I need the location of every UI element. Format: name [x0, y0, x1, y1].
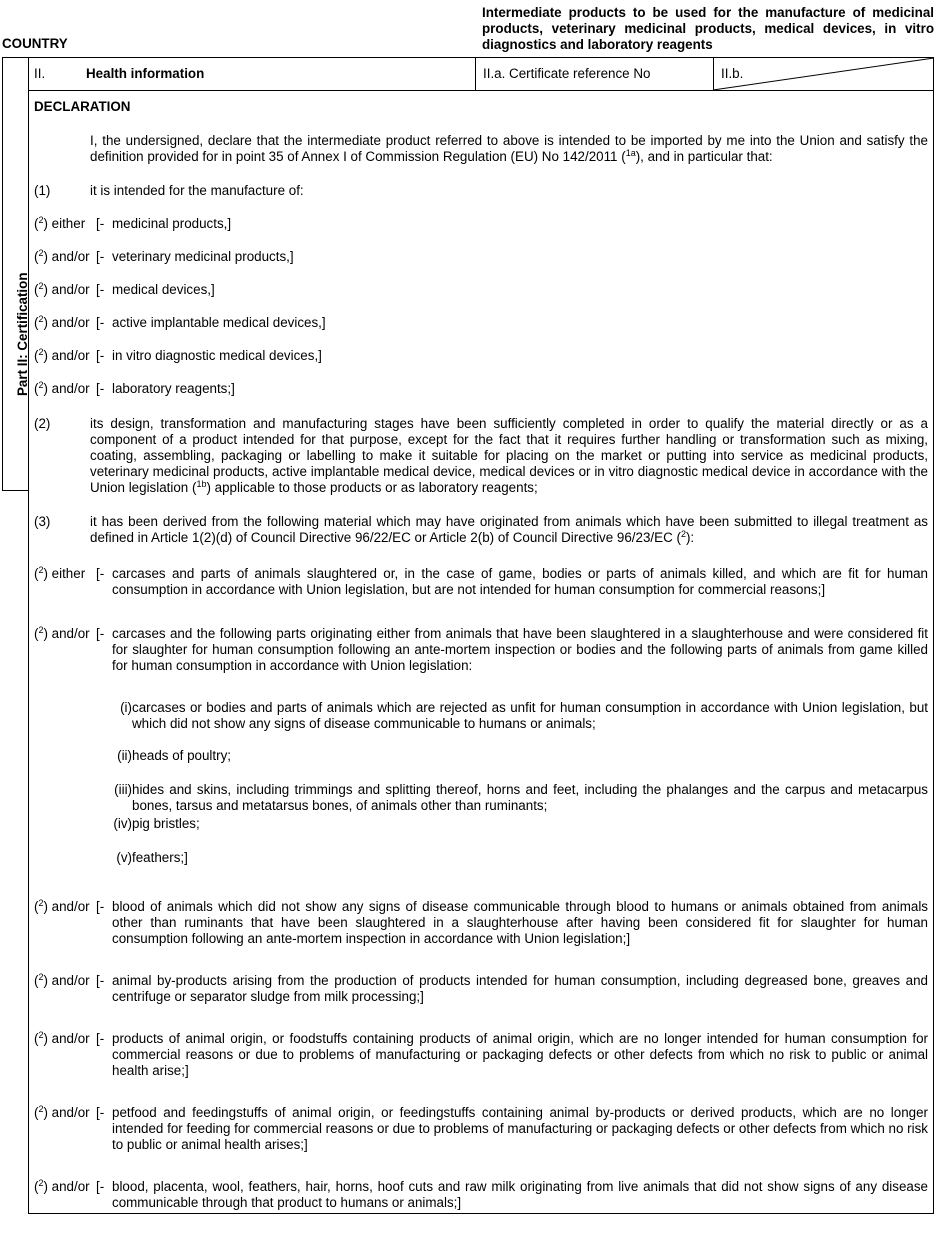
- section-title: Health information: [86, 66, 205, 81]
- option-text: veterinary medicinal products,]: [112, 249, 294, 264]
- declaration-intro: [90, 133, 928, 165]
- option-prefix: ($^2$) and/or: [34, 1178, 90, 1194]
- sub-item-number: (ii): [117, 748, 132, 763]
- sub-item-text: pig bristles;: [132, 816, 200, 831]
- footnote-ref: 2: [38, 898, 44, 908]
- option-text: animal by-products arising from the production of products intended for human consumption, including degreased bone, greaves and centrifuge or separator sludge from milk processing;]: [112, 973, 928, 1004]
- option-text: laboratory reagents;]: [112, 381, 235, 396]
- option-bracket: [-: [96, 249, 105, 264]
- sub-item-number: (v): [116, 850, 132, 865]
- option-text: blood, placenta, wool, feathers, hair, horns, hoof cuts and raw milk originating from live animals that did not show signs of any disease communicable through that product to humans or animals;]: [112, 1179, 928, 1210]
- option-bracket: [-: [96, 899, 105, 914]
- option-text: blood of animals which did not show any signs of disease communicable through blood to humans or animals obtained from animals other than ruminants that have been slaughtered in a slaughterhouse after having been considered fit for slaughter for human consumption following an ante-mortem inspection in accordance with Union legislation;]: [112, 899, 928, 946]
- footnote-ref: 2: [38, 1178, 44, 1188]
- item-3-number: (3): [34, 514, 51, 529]
- option-bracket: [-: [96, 381, 105, 396]
- option-bracket: [-: [96, 1179, 105, 1194]
- option-text: carcases and parts of animals slaughtered or, in the case of game, bodies or parts of animals killed, and which are fit for human consumption in accordance with Union legislation, but are not intended for human consumption for commercial reasons;]: [112, 566, 928, 597]
- item-3-text-end: ):: [685, 530, 695, 545]
- item-1-text: it is intended for the manufacture of:: [90, 183, 304, 198]
- option-prefix: ($^2$) and/or: [34, 1030, 90, 1046]
- option-prefix: ($^2$) and/or: [34, 625, 90, 641]
- sub-item-text: heads of poultry;: [132, 748, 232, 763]
- option-bracket: [-: [96, 1105, 105, 1120]
- diagonal-strike: [713, 57, 934, 91]
- option-text: medicinal products,]: [112, 216, 232, 231]
- sub-item-number: (iv): [113, 816, 132, 831]
- footnote-ref: 2: [38, 565, 44, 575]
- item-3-text-main: it has been derived from the following material which may have originated from animals which have been submitted to illegal treatment as defined in Article 1(2)(d) of Council Directive 96/22/EC or Article 2(b) of Council Directive 96/23/EC (: [90, 514, 928, 545]
- option-bracket: [-: [96, 626, 105, 641]
- item-2-text-main: its design, transformation and manufacturing stages have been sufficiently completed in order to qualify the material directly or as a component of a product intended for that purpose, except for the fact that it requires further handling or transformation such as mixing, coating, assembling, packaging or labelling to make it suitable for placing on the market or putting into service as medicinal products, veterinary medicinal products, active implantable medical device, medical devices or in vitro diagnostic medical device in accordance with the Union legislation (: [90, 416, 928, 495]
- option-bracket: [-: [96, 973, 105, 988]
- option-prefix: ($^2$) either: [34, 565, 86, 581]
- option-prefix: ($^2$) and/or: [34, 248, 90, 264]
- footnote-ref: 2: [38, 314, 44, 324]
- footnote-ref: 2: [38, 347, 44, 357]
- option-prefix: ($^2$) and/or: [34, 281, 90, 297]
- part-ii-label: Part II: Certification: [15, 272, 30, 396]
- footnote-ref: 2: [38, 625, 44, 635]
- footnote-ref: 2: [38, 1030, 44, 1040]
- option-prefix: ($^2$) and/or: [34, 898, 90, 914]
- option-bracket: [-: [96, 566, 105, 581]
- footnote-ref: 1a: [625, 148, 636, 158]
- item-1-number: (1): [34, 183, 51, 198]
- country-label: COUNTRY: [2, 36, 68, 51]
- option-prefix: ($^2$) and/or: [34, 380, 90, 396]
- option-text: petfood and feedingstuffs of animal origin, or feedingstuffs containing animal by-products or derived products, which are no longer intended for feeding for commercial reasons or due to problems of manufacturing or packaging defects or other defects from which no risk to public or animal health arises;]: [112, 1105, 928, 1152]
- option-text: active implantable medical devices,]: [112, 315, 326, 330]
- option-text: carcases and the following parts originating either from animals that have been slaughtered in a slaughterhouse and were considered fit for slaughter for human consumption following an ante-mortem inspection or bodies and the following parts of animals from game killed for human consumption in accordance with Union legislation:: [112, 626, 928, 673]
- item-2-text-end: ) applicable to those products or as laboratory reagents;: [206, 480, 538, 495]
- sub-item-text: hides and skins, including trimmings and splitting thereof, horns and feet, including the phalanges and the carpus and metacarpus bones, tarsus and metatarsus bones, of animals other than ruminants;: [132, 782, 928, 813]
- option-prefix: ($^2$) and/or: [34, 972, 90, 988]
- option-bracket: [-: [96, 315, 105, 330]
- option-bracket: [-: [96, 1031, 105, 1046]
- sub-item-text: carcases or bodies and parts of animals which are rejected as unfit for human consumption in accordance with Union legislation, but which did not show any signs of disease communicable to humans or animals;: [132, 700, 928, 731]
- side-column: [2, 57, 29, 491]
- footnote-ref: 2: [38, 215, 44, 225]
- intro-text-end: ), and in particular that:: [635, 149, 773, 164]
- footnote-ref: 2: [38, 1104, 44, 1114]
- item-2-text: [90, 416, 928, 496]
- option-prefix: ($^2$) and/or: [34, 347, 90, 363]
- option-bracket: [-: [96, 282, 105, 297]
- footnote-ref: 2: [38, 972, 44, 982]
- footnote-ref: 2: [38, 281, 44, 291]
- sub-item-text: feathers;]: [132, 850, 188, 865]
- footnote-ref: 2: [38, 248, 44, 258]
- option-prefix: ($^2$) and/or: [34, 1104, 90, 1120]
- sub-item-number: (iii): [114, 782, 132, 797]
- certificate-reference-label: II.a. Certificate reference No: [483, 66, 651, 81]
- item-3-text: [90, 514, 928, 546]
- item-2-number: (2): [34, 416, 51, 431]
- certificate-title: Intermediate products to be used for the manufacture of medicinal products, veterinary medicinal products, medical devices, in vitro diagnostics and laboratory reagents: [482, 5, 934, 52]
- option-prefix: ($^2$) and/or: [34, 314, 90, 330]
- divider: [475, 57, 476, 91]
- option-text: medical devices,]: [112, 282, 215, 297]
- intro-text: I, the undersigned, declare that the intermediate product referred to above is intended to be imported by me into the Union and satisfy the definition provided for in point 35 of Annex I of Commission Regulation (EU) No 142/2011 (: [90, 133, 928, 164]
- footnote-ref: 1b: [196, 479, 207, 489]
- footnote-ref: 2: [680, 529, 686, 539]
- sub-item-number: (i): [120, 700, 132, 715]
- footnote-ref: 2: [38, 380, 44, 390]
- option-text: products of animal origin, or foodstuffs containing products of animal origin, which are no longer intended for human consumption for commercial reasons or due to problems of manufacturing or packaging defects or other defects from which no risk to public or animal health arise;]: [112, 1031, 928, 1078]
- declaration-title: DECLARATION: [34, 99, 131, 114]
- option-text: in vitro diagnostic medical devices,]: [112, 348, 322, 363]
- iib-label: II.b.: [721, 66, 744, 81]
- option-bracket: [-: [96, 216, 105, 231]
- option-prefix: ($^2$) either: [34, 215, 86, 231]
- section-number: II.: [34, 66, 46, 81]
- option-bracket: [-: [96, 348, 105, 363]
